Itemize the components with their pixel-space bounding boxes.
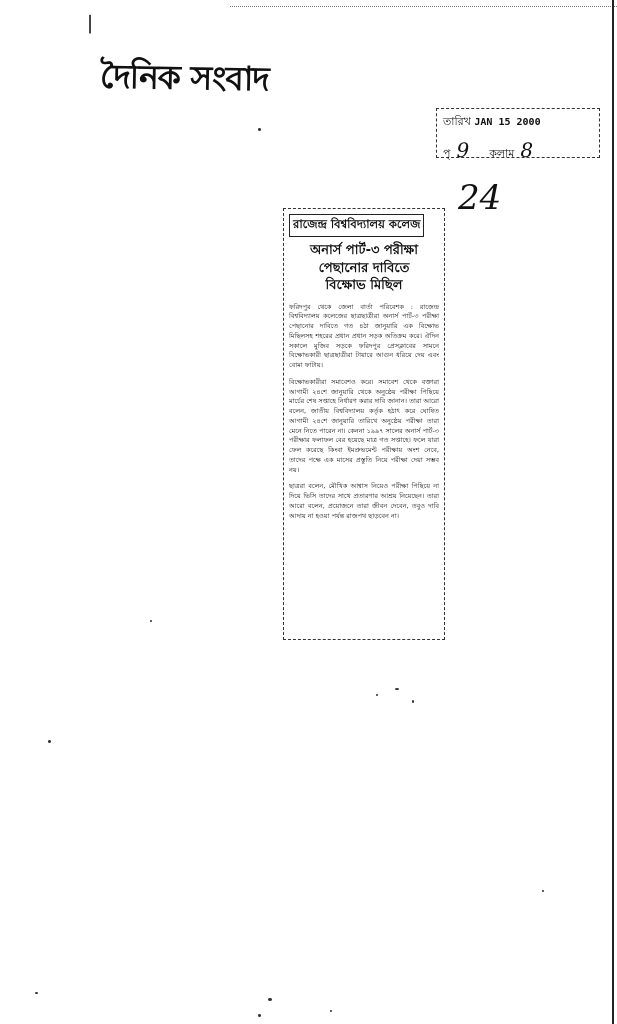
scan-speck bbox=[48, 740, 51, 743]
scan-speck bbox=[412, 700, 414, 703]
scan-speck bbox=[542, 890, 544, 892]
scan-speck bbox=[376, 694, 378, 696]
right-page-edge bbox=[612, 0, 614, 1024]
scan-speck bbox=[258, 128, 261, 131]
scan-speck bbox=[35, 992, 38, 994]
headline-line: বিক্ষোভ মিছিল bbox=[325, 278, 403, 294]
scan-speck bbox=[258, 1014, 261, 1017]
scan-speck bbox=[268, 998, 272, 1001]
clipping-paragraph: ছাত্ররা বলেন, মৌখিক আশ্বাস নিয়েও পরীক্ষা পিছিয়ে না দিয়ে ভিসি তাদের সাথে প্রতারণার আশ্রয় নিয়েছেন। তারা আরো বলেন, প্রয়োজনে তারা জীবন দেবেন, তবুও দাবি আদায় না হওয়া পর্যন্ত রাজপথ ছাড়বেন না। bbox=[289, 482, 439, 520]
top-dotted-line bbox=[230, 6, 617, 8]
newspaper-masthead: দৈনিক সংবাদ bbox=[99, 56, 270, 99]
clipping-headline bbox=[289, 242, 439, 295]
clipping-paragraph: বিক্ষোভকারীরা সমাবেশও করে। সমাবেশ থেকে বক্তারা আগামী ২৪শে জানুয়ারি থেকে অনুষ্ঠেয় পরীক্ষা পিছিয়ে মার্চের শেষ সপ্তাহে নির্ধারণ করার দাবি জানান। তারা আরো বলেন, জাতীয় বিশ্ববিদ্যালয় কর্তৃক হঠাৎ করে ঘোষিত আগামী ২৪শে জানুয়ারি তারিখে অনুষ্ঠেয় পরীক্ষা তারা মেনে নিতে পারেন না। কেননা ১৯৯৭ সালের অনার্স পার্ট-৩ পরীক্ষার ফলাফল বের হয়েছে মাত্র গত সপ্তাহে। ফলে যারা ফেল করেছে কিংবা ইমপ্রুভমেন্ট পরীক্ষায় অংশ নেবে, তাদের পক্ষে এক মাসের প্রস্তুতি নিয়ে পরীক্ষা দেয়া সম্ভব নয়। bbox=[289, 377, 440, 474]
date-stamp bbox=[436, 108, 600, 162]
headline-line: অনার্স পার্ট-৩ পরীক্ষা bbox=[310, 243, 418, 258]
stamp-column-label: কলাম bbox=[489, 147, 515, 160]
stamp-page-value: 9 bbox=[456, 138, 470, 162]
scan-speck bbox=[395, 688, 399, 690]
scan-speck bbox=[150, 620, 152, 622]
pin-mark-icon: ᛁ bbox=[84, 12, 96, 36]
handwritten-page-number: 24 bbox=[458, 178, 502, 218]
scan-speck bbox=[330, 1010, 332, 1012]
newspaper-clipping bbox=[283, 208, 445, 640]
headline-line: পেছানোর দাবিতে bbox=[318, 260, 410, 276]
stamp-page-label: পৃ bbox=[443, 147, 451, 160]
stamp-date-label: তারিখ bbox=[443, 115, 471, 128]
clipping-kicker: রাজেন্দ্র বিশ্ববিদ্যালয় কলেজ bbox=[289, 214, 424, 237]
clipping-paragraph: ফরিদপুর থেকে জেলা বার্তা পরিবেশক : রাজেন্দ্র বিশ্ববিদ্যালয় কলেজের ছাত্রছাত্রীরা অনার্স পার্ট-৩ পরীক্ষা পেছানোর দাবিতে গত ৪ঠা জানুয়ারি এক বিক্ষোভ মিছিলসহ শহরের প্রধান প্রধান সড়ক অতিক্রম করে। ঐদিন সকালে মুজিব সড়কে ফরিদপুর প্রেসক্লাবের সামনে বিক্ষোভকারী ছাত্রছাত্রীরা টায়ারে আগুন ধরিয়ে দেয় এবং বোমা ফাটায়। bbox=[289, 302, 439, 370]
stamp-column-value: 8 bbox=[520, 138, 534, 162]
stamp-date-value: JAN 15 2000 bbox=[474, 117, 541, 128]
